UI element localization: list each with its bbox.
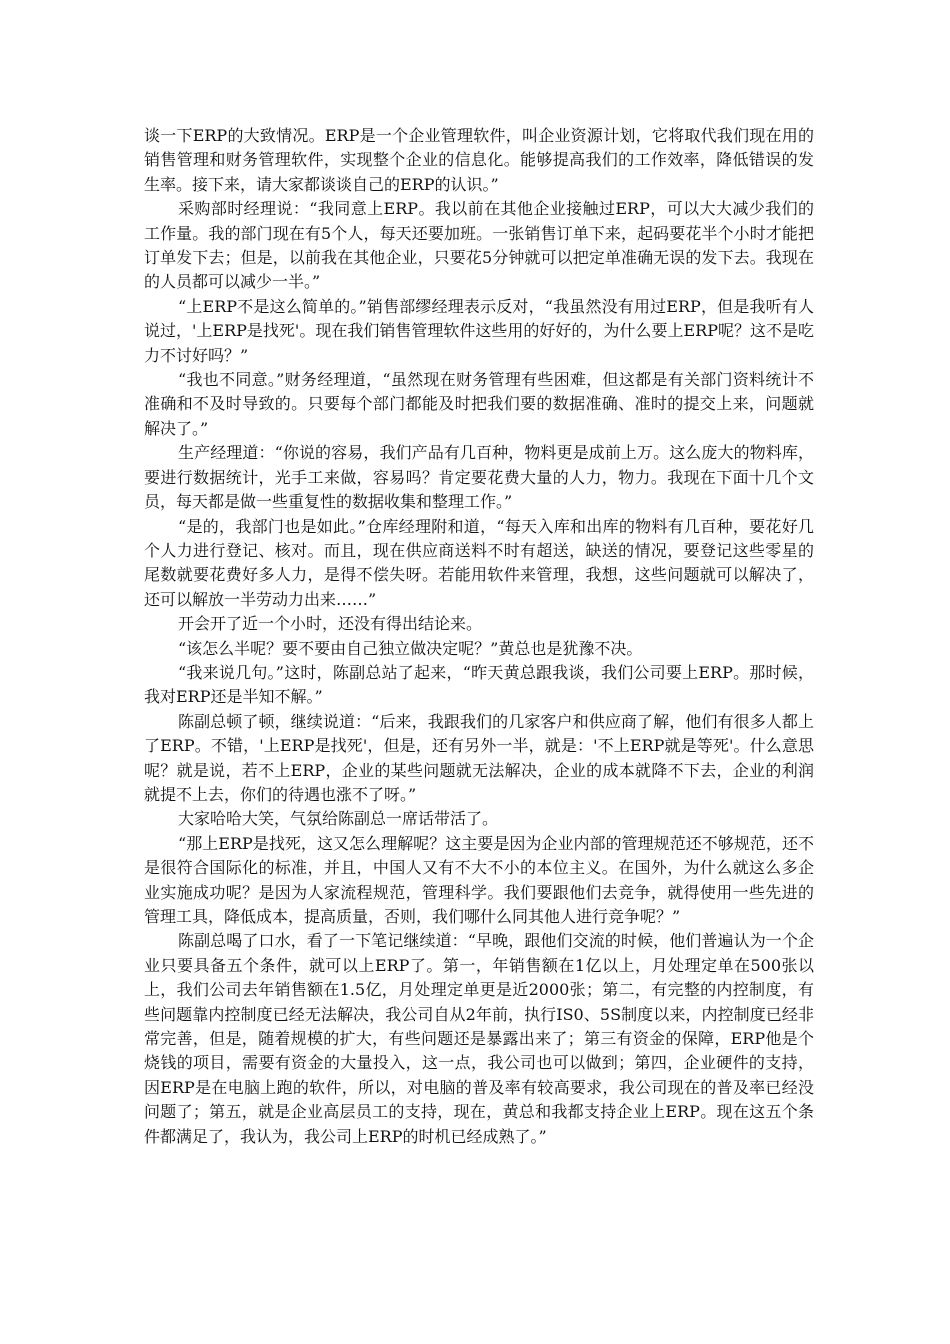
paragraph-2: 采购部时经理说：“我同意上ERP。我以前在其他企业接触过ERP，可以大大减少我们的工作量。我的部门现在有5个人，每天还要加班。一张销售订单下来，起码要花半个小时才能把订单发下去；但是，以前我在其他企业，只要花5分钟就可以把定单准确无误的发下去。我现在的人员都可以减少一半。”: [144, 199, 814, 292]
paragraph-5: 生产经理道：“你说的容易，我们产品有几百种，物料更是成前上万。这么庞大的物料库，要进行数据统计，光手工来做，容易吗？肯定要花费大量的人力，物力。我现在下面十几个文员，每天都是做一些重复性的数据收集和整理工作。”: [144, 443, 814, 512]
paragraph-6: “是的，我部门也是如此。”仓库经理附和道，“每天入库和出库的物料有几百种，要花好几个人力进行登记、核对。而且，现在供应商送料不时有超送，缺送的情况，要登记这些零星的尾数就要花费好多人力，是得不偿失呀。若能用软件来管理，我想，这些问题就可以解决了，还可以解放一半劳动力出来……”: [144, 516, 814, 609]
paragraph-13: 陈副总喝了口水，看了一下笔记继续道：“早晚，跟他们交流的时候，他们普遍认为一个企业只要具备五个条件，就可以上ERP了。第一，年销售额在1亿以上，月处理定单在500张以上，我们公司去年销售额在1.5亿，月处理定单更是近2000张；第二，有完整的内控制度，有些问题靠内控制度已经无法解决，我公司自从2年前，执行IS0、5S制度以来，内控制度已经非常完善，但是，随着规模的扩大，有些问题还是暴露出来了；第三有资金的保障，ERP他是个烧钱的项目，需要有资金的大量投入，这一点，我公司也可以做到；第四，企业硬件的支持，因ERP是在电脑上跑的软件，所以，对电脑的普及率有较高要求，我公司现在的普及率已经没问题了；第五，就是企业高层员工的支持，现在，黄总和我都支持企业上ERP。现在这五个条件都满足了，我认为，我公司上ERP的时机已经成熟了。”: [144, 931, 814, 1146]
document-body: [144, 124, 814, 1149]
paragraph-10: 陈副总顿了顿，继续说道：“后来，我跟我们的几家客户和供应商了解，他们有很多人都上了ERP。不错，'上ERP是找死'，但是，还有另外一半，就是：'不上ERP就是等死'。什么意思呢？就是说，若不上ERP，企业的某些问题就无法解决，企业的成本就降不下去，企业的利润就提不上去，你们的待遇也涨不了呀。”: [144, 711, 814, 804]
paragraph-1: 谈一下ERP的大致情况。ERP是一个企业管理软件，叫企业资源计划，它将取代我们现在用的销售管理和财务管理软件，实现整个企业的信息化。能够提高我们的工作效率，降低错误的发生率。接下来，请大家都谈谈自己的ERP的认识。”: [144, 126, 814, 194]
paragraph-3: “上ERP不是这么简单的。”销售部缪经理表示反对，“我虽然没有用过ERP，但是我听有人说过，'上ERP是找死'。现在我们销售管理软件这些用的好好的，为什么要上ERP呢？这不是吃力不讨好吗？”: [144, 296, 814, 365]
paragraph-9: “我来说几句。”这时，陈副总站了起来，“昨天黄总跟我谈，我们公司要上ERP。那时候，我对ERP还是半知不解。”: [144, 662, 814, 707]
paragraph-8: “该怎么半呢？要不要由自己独立做决定呢？”黄总也是犹豫不决。: [178, 638, 643, 658]
paragraph-12: “那上ERP是找死，这又怎么理解呢？这主要是因为企业内部的管理规范还不够规范，还不是很符合国际化的标准，并且，中国人又有不大不小的本位主义。在国外，为什么就这么多企业实施成功呢？是因为人家流程规范，管理科学。我们要跟他们去竞争，就得使用一些先进的管理工具，降低成本，提高质量，否则，我们哪什么同其他人进行竞争呢？”: [144, 833, 814, 926]
paragraph-7: 开会开了近一个小时，还没有得出结论来。: [178, 614, 483, 634]
paragraph-11: 大家哈哈大笑，气氛给陈副总一席话带活了。: [178, 809, 499, 829]
paragraph-4: “我也不同意。”财务经理道，“虽然现在财务管理有些困难，但这都是有关部门资料统计不准确和不及时导致的。只要每个部门都能及时把我们要的数据准确、准时的提交上来，问题就解决了。”: [144, 370, 814, 438]
